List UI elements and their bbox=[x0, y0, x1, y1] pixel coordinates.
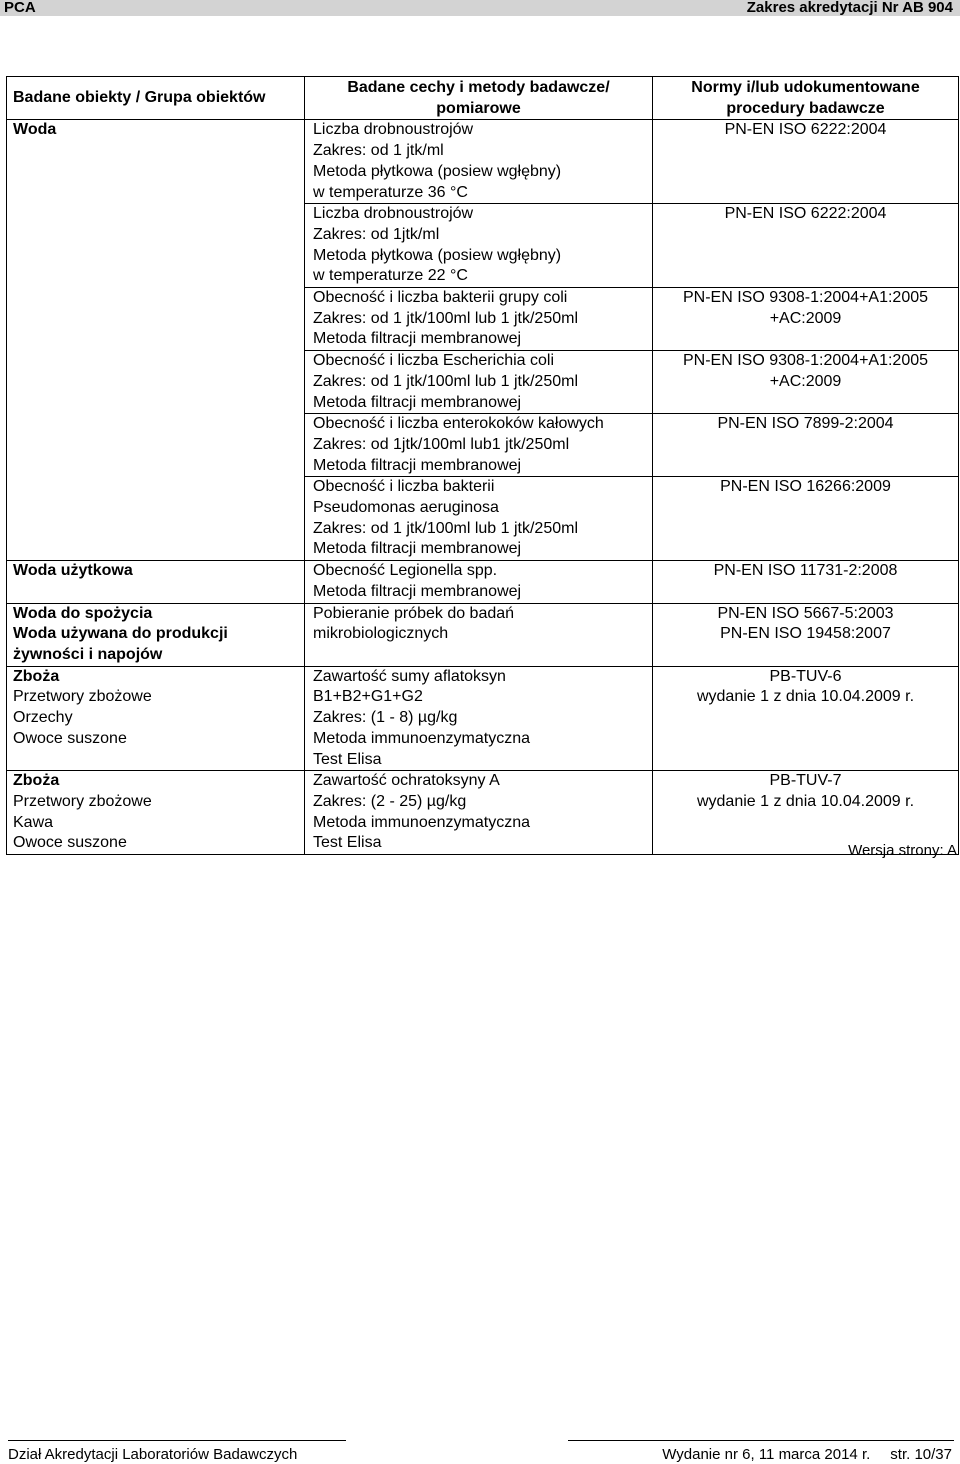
norm-reference: PB-TUV-7 bbox=[769, 772, 842, 790]
object-name: Woda do spożycia bbox=[13, 604, 153, 622]
method-line: Zakres: od 1 jtk/100ml lub 1 jtk/250ml bbox=[313, 309, 579, 327]
method-cell bbox=[305, 561, 653, 603]
method-line: Obecność i liczba enterokoków kałowych bbox=[313, 415, 604, 433]
norm-reference: PN-EN ISO 5667-5:2003 bbox=[717, 604, 894, 622]
norm-cell bbox=[653, 603, 959, 666]
method-line: Zakres: od 1 jtk/100ml lub 1 jtk/250ml bbox=[313, 519, 579, 537]
footer-rule-right bbox=[568, 1440, 954, 1441]
method-line: Zakres: (1 - 8) µg/kg bbox=[313, 709, 458, 727]
method-line: Obecność i liczba Escherichia coli bbox=[313, 352, 554, 370]
method-line: Pseudomonas aeruginosa bbox=[313, 499, 499, 517]
accreditation-table bbox=[6, 76, 959, 855]
object-cell bbox=[7, 603, 305, 666]
object-name: Orzechy bbox=[13, 709, 73, 727]
norm-reference: PN-EN ISO 11731-2:2008 bbox=[713, 562, 898, 580]
method-line: Metoda filtracji membranowej bbox=[313, 330, 522, 348]
method-line: Obecność i liczba bakterii bbox=[313, 478, 495, 496]
method-line: Obecność i liczba bakterii grupy coli bbox=[313, 289, 568, 307]
norm-cell bbox=[653, 561, 959, 603]
norm-reference: PN-EN ISO 7899-2:2004 bbox=[717, 415, 894, 433]
object-cell bbox=[7, 666, 305, 771]
norm-cell bbox=[653, 414, 959, 477]
norm-reference: PN-EN ISO 16266:2009 bbox=[720, 478, 891, 496]
footer-page-number: str. 10/37 bbox=[890, 1446, 952, 1463]
method-cell bbox=[305, 771, 653, 855]
footer-right bbox=[662, 1446, 952, 1463]
method-line: Metoda filtracji membranowej bbox=[313, 393, 522, 411]
object-name: Przetwory zbożowe bbox=[13, 688, 152, 706]
method-line: Zakres: od 1 jtk/100ml lub 1 jtk/250ml bbox=[313, 372, 579, 390]
method-line: Obecność Legionella spp. bbox=[313, 562, 498, 580]
norm-reference: PN-EN ISO 6222:2004 bbox=[724, 121, 887, 139]
footer-department: Dział Akredytacji Laboratoriów Badawczych bbox=[8, 1446, 298, 1463]
table-row bbox=[7, 666, 959, 771]
method-line: Pobieranie próbek do badań bbox=[313, 604, 515, 622]
method-line: Liczba drobnoustrojów bbox=[313, 205, 474, 223]
norm-cell bbox=[653, 288, 959, 351]
norm-cell bbox=[653, 477, 959, 561]
object-name: żywności i napojów bbox=[13, 645, 163, 663]
object-name: Zboża bbox=[13, 667, 60, 685]
method-line: Metoda płytkowa (posiew wgłębny) bbox=[313, 246, 562, 264]
method-cell bbox=[305, 120, 653, 204]
method-cell bbox=[305, 414, 653, 477]
norm-reference: PN-EN ISO 6222:2004 bbox=[724, 205, 887, 223]
header-org: PCA bbox=[4, 0, 36, 16]
object-name: Kawa bbox=[13, 813, 54, 831]
norm-reference: +AC:2009 bbox=[769, 372, 842, 390]
method-cell bbox=[305, 351, 653, 414]
object-name: Zboża bbox=[13, 772, 60, 790]
table-row bbox=[7, 771, 959, 855]
method-line: mikrobiologicznych bbox=[313, 625, 449, 643]
norm-cell bbox=[653, 204, 959, 288]
object-name: Przetwory zbożowe bbox=[13, 792, 152, 810]
method-line: Test Elisa bbox=[313, 750, 382, 768]
norm-reference: wydanie 1 z dnia 10.04.2009 r. bbox=[696, 792, 915, 810]
method-line: Metoda płytkowa (posiew wgłębny) bbox=[313, 162, 562, 180]
object-name: Owoce suszone bbox=[13, 834, 127, 852]
object-name: Woda użytkowa bbox=[13, 562, 133, 580]
footer-rule-left bbox=[8, 1440, 346, 1441]
method-line: w temperaturze 22 °C bbox=[313, 267, 468, 285]
norm-reference: PN-EN ISO 19458:2007 bbox=[720, 625, 891, 643]
method-line: B1+B2+G1+G2 bbox=[313, 688, 423, 706]
table-body bbox=[7, 120, 959, 855]
column-header-objects: Badane obiekty / Grupa obiektów bbox=[7, 77, 305, 120]
norm-cell bbox=[653, 351, 959, 414]
method-line: Zawartość sumy aflatoksyn bbox=[313, 667, 506, 685]
method-cell bbox=[305, 603, 653, 666]
footer-edition: Wydanie nr 6, 11 marca 2014 r. bbox=[662, 1446, 871, 1463]
column-header-methods: Badane cechy i metody badawcze/ pomiarowe bbox=[305, 77, 653, 120]
norm-cell bbox=[653, 666, 959, 771]
object-cell bbox=[7, 771, 305, 855]
method-line: Zawartość ochratoksyny A bbox=[313, 772, 500, 790]
object-name: Owoce suszone bbox=[13, 729, 127, 747]
norm-reference: PN-EN ISO 9308-1:2004+A1:2005 bbox=[682, 352, 929, 370]
object-name: Woda używana do produkcji bbox=[13, 625, 228, 643]
norm-reference: PB-TUV-6 bbox=[769, 667, 842, 685]
method-line: Zakres: od 1jtk/100ml lub1 jtk/250ml bbox=[313, 435, 570, 453]
method-cell bbox=[305, 204, 653, 288]
method-line: Test Elisa bbox=[313, 834, 382, 852]
header-doc-title: Zakres akredytacji Nr AB 904 bbox=[746, 0, 953, 16]
object-name: Woda bbox=[13, 121, 57, 139]
column-header-norms: Normy i/lub udokumentowane procedury badawcze bbox=[653, 77, 959, 120]
method-cell bbox=[305, 477, 653, 561]
method-line: Metoda filtracji membranowej bbox=[313, 582, 522, 600]
table-row bbox=[7, 603, 959, 666]
header-bar bbox=[0, 0, 960, 16]
method-line: w temperaturze 36 °C bbox=[313, 183, 468, 201]
table-row bbox=[7, 120, 959, 204]
method-line: Metoda filtracji membranowej bbox=[313, 456, 522, 474]
method-cell bbox=[305, 288, 653, 351]
table-row bbox=[7, 561, 959, 603]
method-line: Metoda immunoenzymatyczna bbox=[313, 729, 530, 747]
method-line: Zakres: od 1jtk/ml bbox=[313, 225, 440, 243]
norm-reference: +AC:2009 bbox=[769, 309, 842, 327]
method-line: Metoda filtracji membranowej bbox=[313, 540, 522, 558]
object-cell bbox=[7, 561, 305, 603]
method-line: Zakres: od 1 jtk/ml bbox=[313, 142, 444, 160]
method-line: Zakres: (2 - 25) µg/kg bbox=[313, 792, 467, 810]
norm-reference: PN-EN ISO 9308-1:2004+A1:2005 bbox=[682, 289, 929, 307]
method-line: Liczba drobnoustrojów bbox=[313, 121, 474, 139]
object-cell bbox=[7, 120, 305, 561]
table-header-row bbox=[7, 77, 959, 120]
method-line: Metoda immunoenzymatyczna bbox=[313, 813, 530, 831]
norm-cell bbox=[653, 120, 959, 204]
norm-reference: wydanie 1 z dnia 10.04.2009 r. bbox=[696, 688, 915, 706]
method-cell bbox=[305, 666, 653, 771]
page-version: Wersja strony: A bbox=[848, 842, 957, 859]
